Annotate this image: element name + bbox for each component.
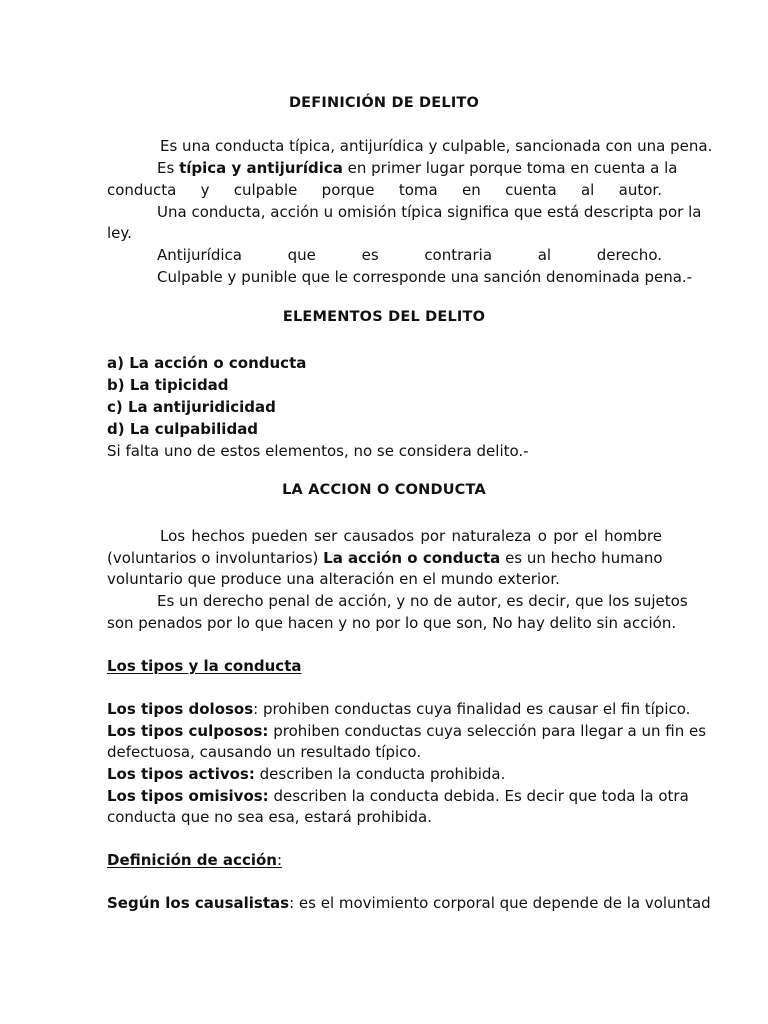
definition-line: Los tipos omisivos: describen la conducta debida. Es decir que toda la otra [107,787,689,805]
section-title-definicion: DEFINICIÓN DE DELITO [288,95,480,111]
list-item: d) La culpabilidad [107,420,259,438]
paragraph-line: Una conducta, acción u omisión típica significa que está descripta por la [157,203,702,221]
paragraph-line: Si falta uno de estos elementos, no se considera delito.- [107,442,529,460]
definition-line: Los tipos activos: describen la conducta prohibida. [107,765,506,783]
definition-line: Los tipos dolosos: prohiben conductas cuya finalidad es causar el fin típico. [107,700,691,718]
definition-line: Los tipos culposos: prohiben conductas cuya selección para llegar a un fin es [107,722,707,740]
paragraph-line: son penados por lo que hacen y no por lo que son, No hay delito sin acción. [107,614,677,632]
list-item: c) La antijuridicidad [107,398,276,416]
subheading-tipos: Los tipos y la conducta [107,657,302,675]
paragraph-line: conducta y culpable porque toma en cuenta al autor. [107,181,662,199]
paragraph-line: Es típica y antijurídica en primer lugar porque toma en cuenta a la [157,159,678,177]
definition-line: defectuosa, causando un resultado típico. [107,743,422,761]
subheading-def-accion: Definición de acción: [107,851,283,869]
section-title-elementos: ELEMENTOS DEL DELITO [282,309,486,325]
paragraph-line: Los hechos pueden ser causados por naturaleza o por el hombre [160,527,662,545]
paragraph-line: Culpable y punible que le corresponde una sanción denominada pena.- [157,268,693,286]
definition-line: Según los causalistas: es el movimiento corporal que depende de la voluntad [107,894,711,912]
section-title-accion: LA ACCION O CONDUCTA [282,482,486,498]
definition-line: conducta que no sea esa, estará prohibida. [107,808,432,826]
paragraph-line: Antijurídica que es contraria al derecho. [157,246,662,264]
paragraph-line: voluntario que produce una alteración en el mundo exterior. [107,570,560,588]
paragraph-line: (voluntarios o involuntarios) La acción o conducta es un hecho humano [107,549,663,567]
paragraph-line: Es una conducta típica, antijurídica y culpable, sancionada con una pena. [160,137,713,155]
list-item: a) La acción o conducta [107,354,307,372]
paragraph-line: ley. [107,224,132,242]
paragraph-line: Es un derecho penal de acción, y no de autor, es decir, que los sujetos [157,592,688,610]
list-item: b) La tipicidad [107,376,229,394]
